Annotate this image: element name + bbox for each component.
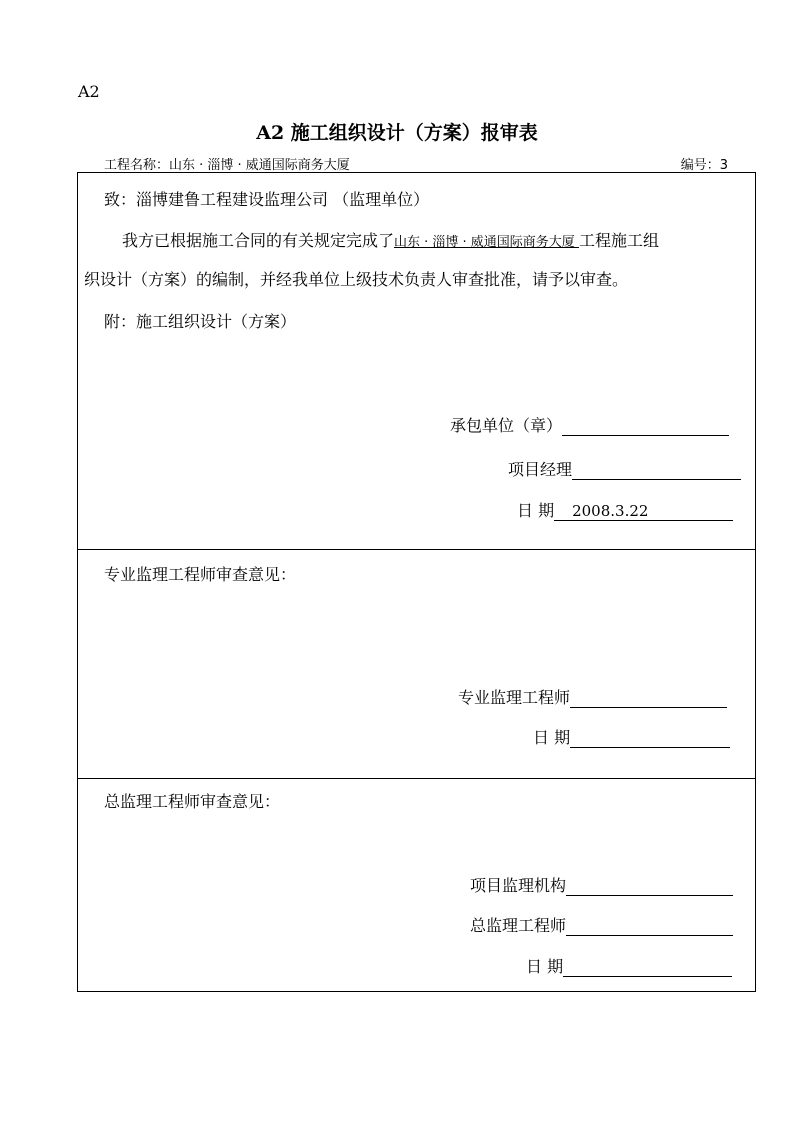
body-prefix: 我方已根据施工合同的有关规定完成了 xyxy=(122,231,395,250)
chief-signature-row xyxy=(470,913,733,936)
specialist-date-label: 日 期 xyxy=(533,728,571,747)
specialist-engineer-label: 专业监理工程师 xyxy=(458,688,571,707)
supervision-org-field[interactable] xyxy=(566,877,733,896)
attachment-line: 附：施工组织设计（方案） xyxy=(104,312,297,331)
specialist-date-field[interactable] xyxy=(570,729,730,748)
submission-date-label: 日 期 xyxy=(517,501,555,520)
submission-body-line-1 xyxy=(122,228,659,251)
contractor-seal-field[interactable] xyxy=(562,417,729,436)
review-form-table xyxy=(77,172,756,992)
contractor-signature-row xyxy=(450,413,729,436)
form-meta xyxy=(104,154,728,172)
supervision-org-label: 项目监理机构 xyxy=(470,876,567,895)
chief-engineer-label: 总监理工程师 xyxy=(470,916,567,935)
form-title: A2 施工组织设计（方案）报审表 xyxy=(256,122,538,144)
body-suffix: 工程施工组 xyxy=(578,231,659,250)
specialist-date-row xyxy=(533,725,730,748)
specialist-review-section xyxy=(78,549,755,779)
body-project-name: 山东 · 淄博 · 威通国际商务大厦 xyxy=(394,235,579,250)
submission-date-field[interactable] xyxy=(554,502,733,521)
org-signature-row xyxy=(470,873,733,896)
chief-date-row xyxy=(526,954,732,977)
project-manager-field[interactable] xyxy=(572,461,741,480)
chief-date-field[interactable] xyxy=(563,958,732,977)
form-number-label: 编号：3 xyxy=(680,158,728,173)
chief-engineer-field[interactable] xyxy=(566,917,733,936)
contractor-label: 承包单位（章） xyxy=(450,416,563,435)
manager-signature-row xyxy=(508,457,741,480)
specialist-engineer-field[interactable] xyxy=(570,689,727,708)
submission-section xyxy=(78,173,755,549)
submission-date-value: 2008.3.22 xyxy=(572,502,649,520)
specialist-signature-row xyxy=(458,685,727,708)
chief-review-heading: 总监理工程师审查意见： xyxy=(104,792,281,811)
submission-date-row xyxy=(517,498,733,521)
form-code: A2 xyxy=(78,82,100,101)
chief-review-section xyxy=(78,778,755,994)
addressee-line: 致：淄博建鲁工程建设监理公司 （监理单位） xyxy=(104,190,430,209)
project-name-label: 工程名称：山东 · 淄博 · 威通国际商务大厦 xyxy=(104,158,350,173)
submission-body-line-2: 织设计（方案）的编制，并经我单位上级技术负责人审查批准，请予以审查。 xyxy=(84,270,629,289)
project-manager-label: 项目经理 xyxy=(508,460,573,479)
chief-date-label: 日 期 xyxy=(526,957,564,976)
specialist-review-heading: 专业监理工程师审查意见： xyxy=(104,565,297,584)
